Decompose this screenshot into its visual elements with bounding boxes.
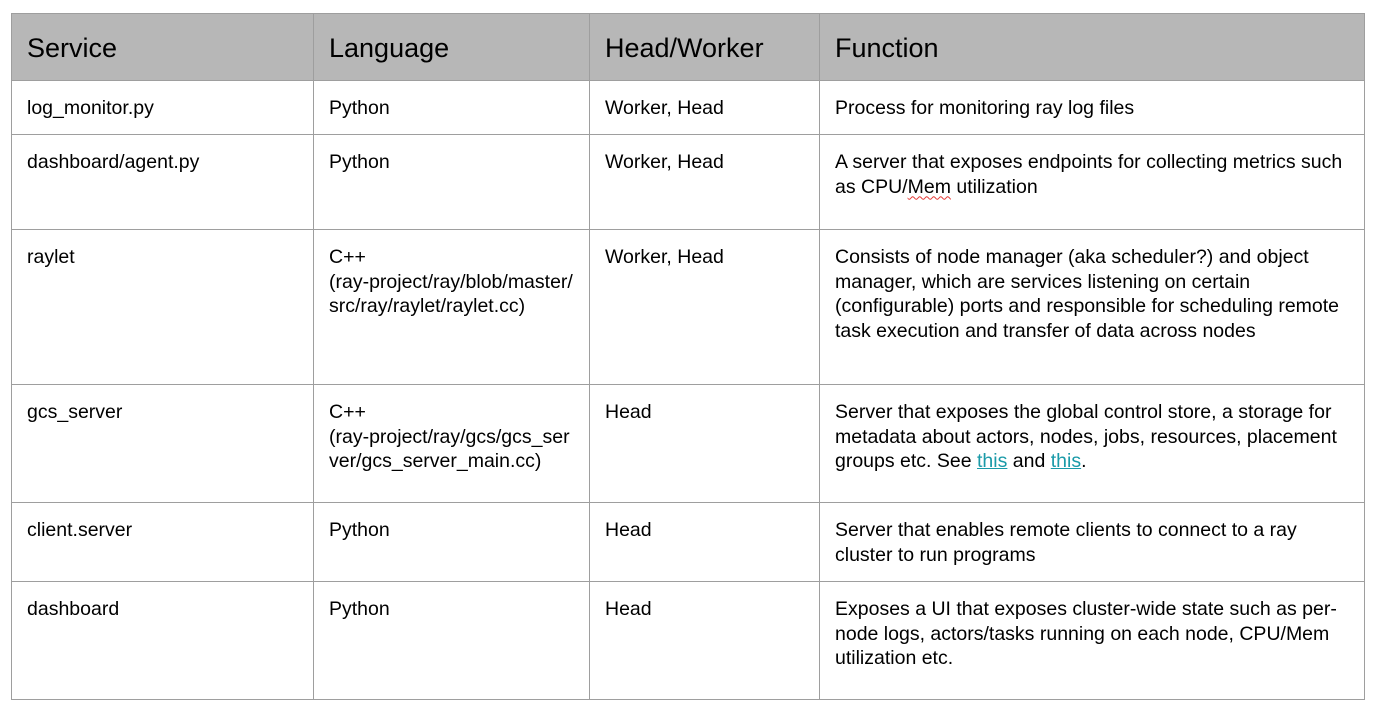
- cell-language: Python: [314, 582, 590, 700]
- table-row: [12, 135, 1365, 230]
- cell-function: Process for monitoring ray log files: [820, 81, 1365, 135]
- cell-function: Server that enables remote clients to connect to a ray cluster to run programs: [820, 503, 1365, 582]
- cell-language: Python: [314, 135, 590, 230]
- header-head-worker: Head/Worker: [590, 14, 820, 81]
- spellcheck-word[interactable]: Mem: [907, 175, 951, 198]
- services-table-container: [11, 13, 1365, 700]
- cell-service: gcs_server: [12, 385, 314, 503]
- cell-language: [314, 230, 590, 385]
- cell-language: Python: [314, 503, 590, 582]
- cell-service: log_monitor.py: [12, 81, 314, 135]
- cell-function: Exposes a UI that exposes cluster-wide state such as per-node logs, actors/tasks running on each node, CPU/Mem utilization etc.: [820, 582, 1365, 700]
- language-name: C++: [329, 401, 366, 423]
- table-row: [12, 503, 1365, 582]
- services-table: [11, 13, 1365, 700]
- table-row: [12, 81, 1365, 135]
- cell-function: [820, 385, 1365, 503]
- cell-function: Consists of node manager (aka scheduler?) and object manager, which are services listening on certain (configurable) ports and responsible for scheduling remote task execution and transfer of data across nodes: [820, 230, 1365, 385]
- source-path: (ray-project/ray/blob/master/src/ray/raylet/raylet.cc): [329, 270, 573, 318]
- header-language: Language: [314, 14, 590, 81]
- function-text: A server that exposes endpoints for collecting metrics such as CPU/: [835, 151, 1343, 198]
- cell-role: Head: [590, 503, 820, 582]
- cell-role: Head: [590, 582, 820, 700]
- cell-role: Worker, Head: [590, 230, 820, 385]
- cell-service: dashboard: [12, 582, 314, 700]
- this-link-1[interactable]: this: [977, 450, 1008, 473]
- cell-function: [820, 135, 1365, 230]
- cell-role: Head: [590, 385, 820, 503]
- cell-service: raylet: [12, 230, 314, 385]
- cell-service: client.server: [12, 503, 314, 582]
- cell-role: Worker, Head: [590, 81, 820, 135]
- function-text: and: [1007, 450, 1051, 473]
- this-link-2[interactable]: this: [1050, 450, 1082, 473]
- function-text: Server that exposes the global control store, a storage for metadata about actors, nodes, jobs, resources, placement groups etc. See: [835, 401, 1337, 473]
- table-header-row: [12, 14, 1365, 81]
- table-row: [12, 385, 1365, 503]
- language-name: C++: [329, 246, 366, 268]
- table-row: [12, 582, 1365, 700]
- table-row: [12, 230, 1365, 385]
- header-function: Function: [820, 14, 1365, 81]
- cell-service: dashboard/agent.py: [12, 135, 314, 230]
- source-path: (ray-project/ray/gcs/gcs_server/gcs_server_main.cc): [329, 425, 570, 473]
- cell-role: Worker, Head: [590, 135, 820, 230]
- cell-language: [314, 385, 590, 503]
- function-text: utilization: [950, 175, 1038, 198]
- cell-language: Python: [314, 81, 590, 135]
- function-text: .: [1081, 450, 1087, 473]
- header-service: Service: [12, 14, 314, 81]
